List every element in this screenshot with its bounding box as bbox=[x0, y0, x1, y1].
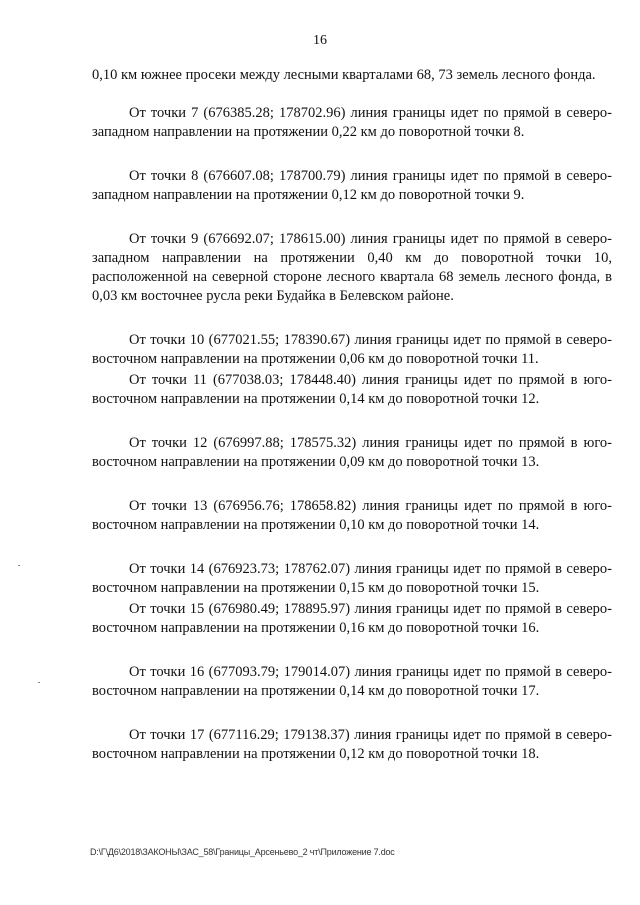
paragraph-point-13: От точки 13 (676956.76; 178658.82) линия границы идет по прямой в юго-восточном направлении на протяжении 0,10 км до поворотной точки 14. bbox=[92, 498, 612, 533]
scan-speck bbox=[18, 565, 20, 566]
page-number: 16 bbox=[313, 33, 327, 48]
paragraph-point-17: От точки 17 (677116.29; 179138.37) линия границы идет по прямой в северо-восточном направлении на протяжении 0,12 км до поворотной точки 18. bbox=[92, 727, 612, 762]
paragraph-point-11: От точки 11 (677038.03; 178448.40) линия границы идет по прямой в юго-восточном направлении на протяжении 0,14 км до поворотной точки 12. bbox=[92, 372, 612, 407]
paragraph-continuation: 0,10 км южнее просеки между лесными кварталами 68, 73 земель лесного фонда. bbox=[92, 67, 596, 83]
paragraph-point-14: От точки 14 (676923.73; 178762.07) линия границы идет по прямой в северо-восточном направлении на протяжении 0,15 км до поворотной точки 15. bbox=[92, 561, 612, 596]
paragraph-point-16: От точки 16 (677093.79; 179014.07) линия границы идет по прямой в северо-восточном направлении на протяжении 0,14 км до поворотной точки 17. bbox=[92, 664, 612, 699]
footer-file-path: D:\Г\Д6\2018\ЗАКОНЫ\ЗАС_58\Границы_Арсеньево_2 чт\Приложение 7.doc bbox=[90, 847, 395, 857]
paragraph-point-9: От точки 9 (676692.07; 178615.00) линия границы идет по прямой в северо-западном направлении на протяжении 0,40 км до поворотной точки 10, расположенной на северной стороне лесного квартала 68 земель лесного фонда, в 0,03 км восточнее русла реки Будайка в Белевском районе. bbox=[92, 231, 612, 304]
paragraph-point-12: От точки 12 (676997.88; 178575.32) линия границы идет по прямой в юго-восточном направлении на протяжении 0,09 км до поворотной точки 13. bbox=[92, 435, 612, 470]
document-body bbox=[92, 66, 612, 764]
paragraph-point-15: От точки 15 (676980.49; 178895.97) линия границы идет по прямой в северо-восточном направлении на протяжении 0,16 км до поворотной точки 16. bbox=[92, 601, 612, 636]
scan-speck bbox=[38, 682, 40, 683]
paragraph-point-7: От точки 7 (676385.28; 178702.96) линия границы идет по прямой в северо-западном направлении на протяжении 0,22 км до поворотной точки 8. bbox=[92, 105, 612, 140]
paragraph-point-10: От точки 10 (677021.55; 178390.67) линия границы идет по прямой в северо-восточном направлении на протяжении 0,06 км до поворотной точки 11. bbox=[92, 332, 612, 367]
paragraph-point-8: От точки 8 (676607.08; 178700.79) линия границы идет по прямой в северо-западном направлении на протяжении 0,12 км до поворотной точки 9. bbox=[92, 168, 612, 203]
